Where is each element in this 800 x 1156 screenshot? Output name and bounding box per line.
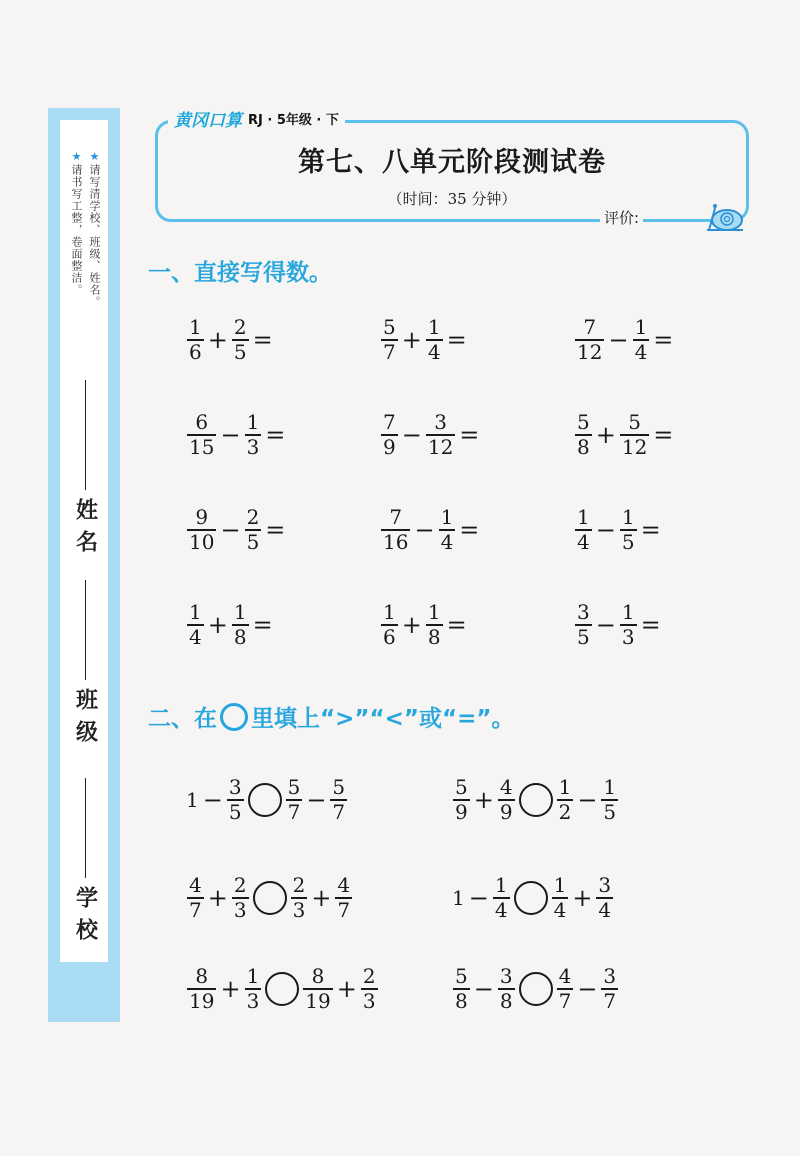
fraction bbox=[453, 965, 470, 1013]
fraction bbox=[381, 316, 398, 364]
school-label: 学校 bbox=[72, 886, 98, 950]
comparison-answer-circle[interactable] bbox=[248, 783, 282, 817]
rating-label: 评价: bbox=[600, 207, 643, 228]
operator: − bbox=[220, 515, 241, 544]
math-problem bbox=[186, 506, 288, 554]
operator: + bbox=[595, 420, 616, 449]
fraction bbox=[620, 411, 649, 459]
denominator: 12 bbox=[427, 434, 454, 459]
operator: = bbox=[640, 610, 661, 639]
denominator: 4 bbox=[427, 339, 441, 364]
denominator: 4 bbox=[577, 529, 590, 554]
numerator: 4 bbox=[337, 873, 351, 897]
instruction-2: ★请书写工整，卷面整洁。 bbox=[70, 150, 83, 296]
denominator: 7 bbox=[558, 988, 572, 1013]
numerator: 1 bbox=[553, 873, 567, 897]
fraction bbox=[601, 776, 618, 824]
fraction bbox=[335, 874, 352, 922]
denominator: 19 bbox=[305, 988, 331, 1013]
numerator: 1 bbox=[427, 315, 441, 339]
fraction bbox=[601, 965, 618, 1013]
fraction bbox=[575, 316, 604, 364]
fraction bbox=[232, 874, 249, 922]
operator: + bbox=[336, 974, 357, 1003]
numerator: 2 bbox=[292, 873, 306, 897]
numerator: 2 bbox=[233, 873, 247, 897]
class-field[interactable] bbox=[68, 580, 102, 752]
math-problem bbox=[574, 316, 676, 364]
denominator: 3 bbox=[246, 434, 260, 459]
operator: − bbox=[468, 883, 489, 912]
denominator: 7 bbox=[337, 897, 351, 922]
operator: = bbox=[446, 610, 467, 639]
numerator: 1 bbox=[621, 600, 635, 624]
numerator: 3 bbox=[499, 964, 513, 988]
integer: 1 bbox=[452, 885, 465, 910]
denominator: 12 bbox=[577, 339, 603, 364]
denominator: 8 bbox=[455, 988, 468, 1013]
math-problem bbox=[380, 316, 470, 364]
denominator: 5 bbox=[621, 529, 635, 554]
fraction bbox=[245, 411, 262, 459]
numerator: 5 bbox=[287, 775, 301, 799]
fraction bbox=[187, 316, 204, 364]
denominator: 16 bbox=[383, 529, 409, 554]
operator: + bbox=[311, 883, 332, 912]
fraction bbox=[245, 965, 262, 1013]
operator: = bbox=[446, 325, 467, 354]
numerator: 1 bbox=[427, 600, 441, 624]
denominator: 4 bbox=[440, 529, 454, 554]
denominator: 5 bbox=[603, 799, 617, 824]
operator: − bbox=[595, 515, 616, 544]
fraction bbox=[439, 506, 456, 554]
numerator: 4 bbox=[189, 873, 202, 897]
fraction bbox=[330, 776, 347, 824]
numerator: 8 bbox=[311, 964, 325, 988]
denominator: 5 bbox=[228, 799, 242, 824]
snail-icon bbox=[703, 198, 747, 232]
operator: + bbox=[207, 325, 228, 354]
math-problem bbox=[380, 601, 470, 649]
numerator: 1 bbox=[634, 315, 648, 339]
math-problem bbox=[380, 506, 482, 554]
star-icon: ★ bbox=[70, 150, 83, 164]
denominator: 19 bbox=[189, 988, 215, 1013]
fraction bbox=[187, 411, 216, 459]
math-problem bbox=[186, 874, 353, 922]
denominator: 5 bbox=[577, 624, 590, 649]
denominator: 7 bbox=[287, 799, 301, 824]
numerator: 4 bbox=[499, 775, 513, 799]
operator: + bbox=[572, 883, 593, 912]
numerator: 3 bbox=[434, 410, 447, 434]
operator: − bbox=[473, 974, 494, 1003]
fraction bbox=[633, 316, 650, 364]
denominator: 6 bbox=[189, 339, 202, 364]
denominator: 4 bbox=[553, 897, 567, 922]
comparison-answer-circle[interactable] bbox=[265, 972, 299, 1006]
denominator: 9 bbox=[499, 799, 513, 824]
math-problem bbox=[574, 506, 664, 554]
numerator: 1 bbox=[233, 600, 247, 624]
denominator: 9 bbox=[383, 434, 396, 459]
operator: + bbox=[401, 325, 422, 354]
class-write-line[interactable] bbox=[85, 580, 86, 680]
numerator: 2 bbox=[246, 505, 260, 529]
math-problem bbox=[452, 965, 619, 1013]
instruction-1: ★请写清学校、班级、姓名。 bbox=[88, 150, 101, 308]
denominator: 8 bbox=[577, 434, 590, 459]
denominator: 5 bbox=[233, 339, 247, 364]
denominator: 9 bbox=[455, 799, 468, 824]
operator: + bbox=[207, 883, 228, 912]
math-problem bbox=[186, 411, 288, 459]
comparison-answer-circle[interactable] bbox=[519, 783, 553, 817]
fraction bbox=[493, 874, 510, 922]
fraction bbox=[187, 506, 216, 554]
denominator: 3 bbox=[621, 624, 635, 649]
operator: = bbox=[265, 420, 286, 449]
numerator: 1 bbox=[440, 505, 454, 529]
numerator: 2 bbox=[233, 315, 247, 339]
denominator: 10 bbox=[189, 529, 215, 554]
numerator: 1 bbox=[577, 505, 590, 529]
numerator: 7 bbox=[383, 410, 396, 434]
numerator: 1 bbox=[383, 600, 396, 624]
fraction bbox=[361, 965, 378, 1013]
class-label: 班级 bbox=[72, 688, 98, 752]
fraction bbox=[286, 776, 303, 824]
school-write-line[interactable] bbox=[85, 778, 86, 878]
denominator: 15 bbox=[189, 434, 215, 459]
numerator: 1 bbox=[558, 775, 572, 799]
operator: = bbox=[640, 515, 661, 544]
denominator: 3 bbox=[246, 988, 260, 1013]
math-problem bbox=[186, 601, 276, 649]
school-field[interactable] bbox=[68, 778, 102, 950]
denominator: 4 bbox=[634, 339, 648, 364]
fraction bbox=[381, 601, 398, 649]
numerator: 5 bbox=[332, 775, 346, 799]
fraction bbox=[187, 965, 216, 1013]
operator: = bbox=[252, 610, 273, 639]
operator: − bbox=[220, 420, 241, 449]
numerator: 9 bbox=[195, 505, 209, 529]
math-problem bbox=[574, 411, 676, 459]
star-icon: ★ bbox=[88, 150, 101, 164]
comparison-answer-circle[interactable] bbox=[514, 881, 548, 915]
operator: = bbox=[653, 420, 674, 449]
name-label: 姓名 bbox=[72, 498, 98, 562]
denominator: 7 bbox=[189, 897, 202, 922]
numerator: 3 bbox=[577, 600, 590, 624]
fraction bbox=[232, 316, 249, 364]
math-problem bbox=[186, 965, 379, 1013]
operator: = bbox=[252, 325, 273, 354]
section-1-title: 一、直接写得数。 bbox=[148, 260, 332, 286]
numerator: 1 bbox=[189, 315, 202, 339]
fraction bbox=[426, 411, 455, 459]
operator: − bbox=[401, 420, 422, 449]
fraction bbox=[575, 601, 592, 649]
operator: + bbox=[207, 610, 228, 639]
denominator: 7 bbox=[383, 339, 396, 364]
operator: = bbox=[265, 515, 286, 544]
numerator: 3 bbox=[598, 873, 612, 897]
fraction bbox=[557, 776, 574, 824]
circle-icon bbox=[220, 703, 248, 731]
fraction bbox=[303, 965, 332, 1013]
denominator: 8 bbox=[499, 988, 513, 1013]
fraction bbox=[291, 874, 308, 922]
operator: + bbox=[401, 610, 422, 639]
numerator: 4 bbox=[558, 964, 572, 988]
fraction bbox=[620, 601, 637, 649]
denominator: 3 bbox=[362, 988, 376, 1013]
denominator: 4 bbox=[598, 897, 612, 922]
fraction bbox=[187, 601, 204, 649]
fraction bbox=[426, 316, 443, 364]
math-problem bbox=[574, 601, 664, 649]
fraction bbox=[620, 506, 637, 554]
comparison-answer-circle[interactable] bbox=[519, 972, 553, 1006]
numerator: 3 bbox=[228, 775, 242, 799]
grade-label: RJ · 5年级 · 下 bbox=[248, 113, 339, 128]
page-title: 第七、八单元阶段测试卷 bbox=[298, 147, 606, 178]
name-field[interactable] bbox=[68, 380, 102, 562]
section-2-title bbox=[148, 700, 515, 733]
denominator: 5 bbox=[246, 529, 260, 554]
denominator: 7 bbox=[332, 799, 346, 824]
fraction bbox=[498, 965, 515, 1013]
denominator: 8 bbox=[233, 624, 247, 649]
denominator: 8 bbox=[427, 624, 441, 649]
operator: − bbox=[577, 785, 598, 814]
time-limit: （时间：35 分钟） bbox=[387, 190, 517, 208]
fraction bbox=[552, 874, 569, 922]
fraction bbox=[426, 601, 443, 649]
math-problem bbox=[186, 776, 348, 824]
numerator: 8 bbox=[195, 964, 209, 988]
fraction bbox=[187, 874, 204, 922]
numerator: 5 bbox=[455, 775, 468, 799]
numerator: 1 bbox=[603, 775, 617, 799]
brand-logo: 黄冈口算 bbox=[174, 111, 242, 131]
denominator: 7 bbox=[603, 988, 617, 1013]
name-write-line[interactable] bbox=[85, 380, 86, 490]
operator: − bbox=[414, 515, 435, 544]
fraction bbox=[575, 506, 592, 554]
operator: + bbox=[220, 974, 241, 1003]
fraction bbox=[381, 506, 410, 554]
numerator: 1 bbox=[621, 505, 635, 529]
denominator: 2 bbox=[558, 799, 572, 824]
numerator: 1 bbox=[246, 410, 260, 434]
math-problem bbox=[452, 776, 619, 824]
denominator: 6 bbox=[383, 624, 396, 649]
operator: = bbox=[459, 420, 480, 449]
operator: + bbox=[473, 785, 494, 814]
numerator: 7 bbox=[583, 315, 597, 339]
numerator: 6 bbox=[195, 410, 209, 434]
section-2-title-start: 二、在 bbox=[148, 706, 217, 732]
numerator: 1 bbox=[189, 600, 202, 624]
numerator: 2 bbox=[362, 964, 376, 988]
denominator: 4 bbox=[189, 624, 202, 649]
fraction bbox=[575, 411, 592, 459]
fraction bbox=[498, 776, 515, 824]
denominator: 3 bbox=[292, 897, 306, 922]
integer: 1 bbox=[186, 787, 199, 812]
numerator: 1 bbox=[246, 964, 260, 988]
numerator: 5 bbox=[577, 410, 590, 434]
operator: − bbox=[202, 785, 223, 814]
denominator: 12 bbox=[621, 434, 648, 459]
numerator: 3 bbox=[603, 964, 617, 988]
denominator: 3 bbox=[233, 897, 247, 922]
numerator: 5 bbox=[628, 410, 641, 434]
denominator: 4 bbox=[494, 897, 508, 922]
fraction bbox=[227, 776, 244, 824]
fraction bbox=[232, 601, 249, 649]
operator: − bbox=[608, 325, 629, 354]
math-problem bbox=[380, 411, 482, 459]
brand bbox=[168, 106, 345, 131]
numerator: 7 bbox=[389, 505, 403, 529]
operator: = bbox=[653, 325, 674, 354]
fraction bbox=[596, 874, 613, 922]
fraction bbox=[453, 776, 470, 824]
fraction bbox=[557, 965, 574, 1013]
fraction bbox=[381, 411, 398, 459]
fraction bbox=[245, 506, 262, 554]
numerator: 5 bbox=[383, 315, 396, 339]
operator: = bbox=[459, 515, 480, 544]
math-problem bbox=[452, 874, 614, 922]
math-problem bbox=[186, 316, 276, 364]
section-2-title-end: 里填上“>”“<”或“=”。 bbox=[251, 706, 515, 732]
operator: − bbox=[577, 974, 598, 1003]
numerator: 1 bbox=[494, 873, 508, 897]
comparison-answer-circle[interactable] bbox=[253, 881, 287, 915]
numerator: 5 bbox=[455, 964, 468, 988]
operator: − bbox=[595, 610, 616, 639]
operator: − bbox=[306, 785, 327, 814]
side-instructions bbox=[64, 150, 104, 360]
